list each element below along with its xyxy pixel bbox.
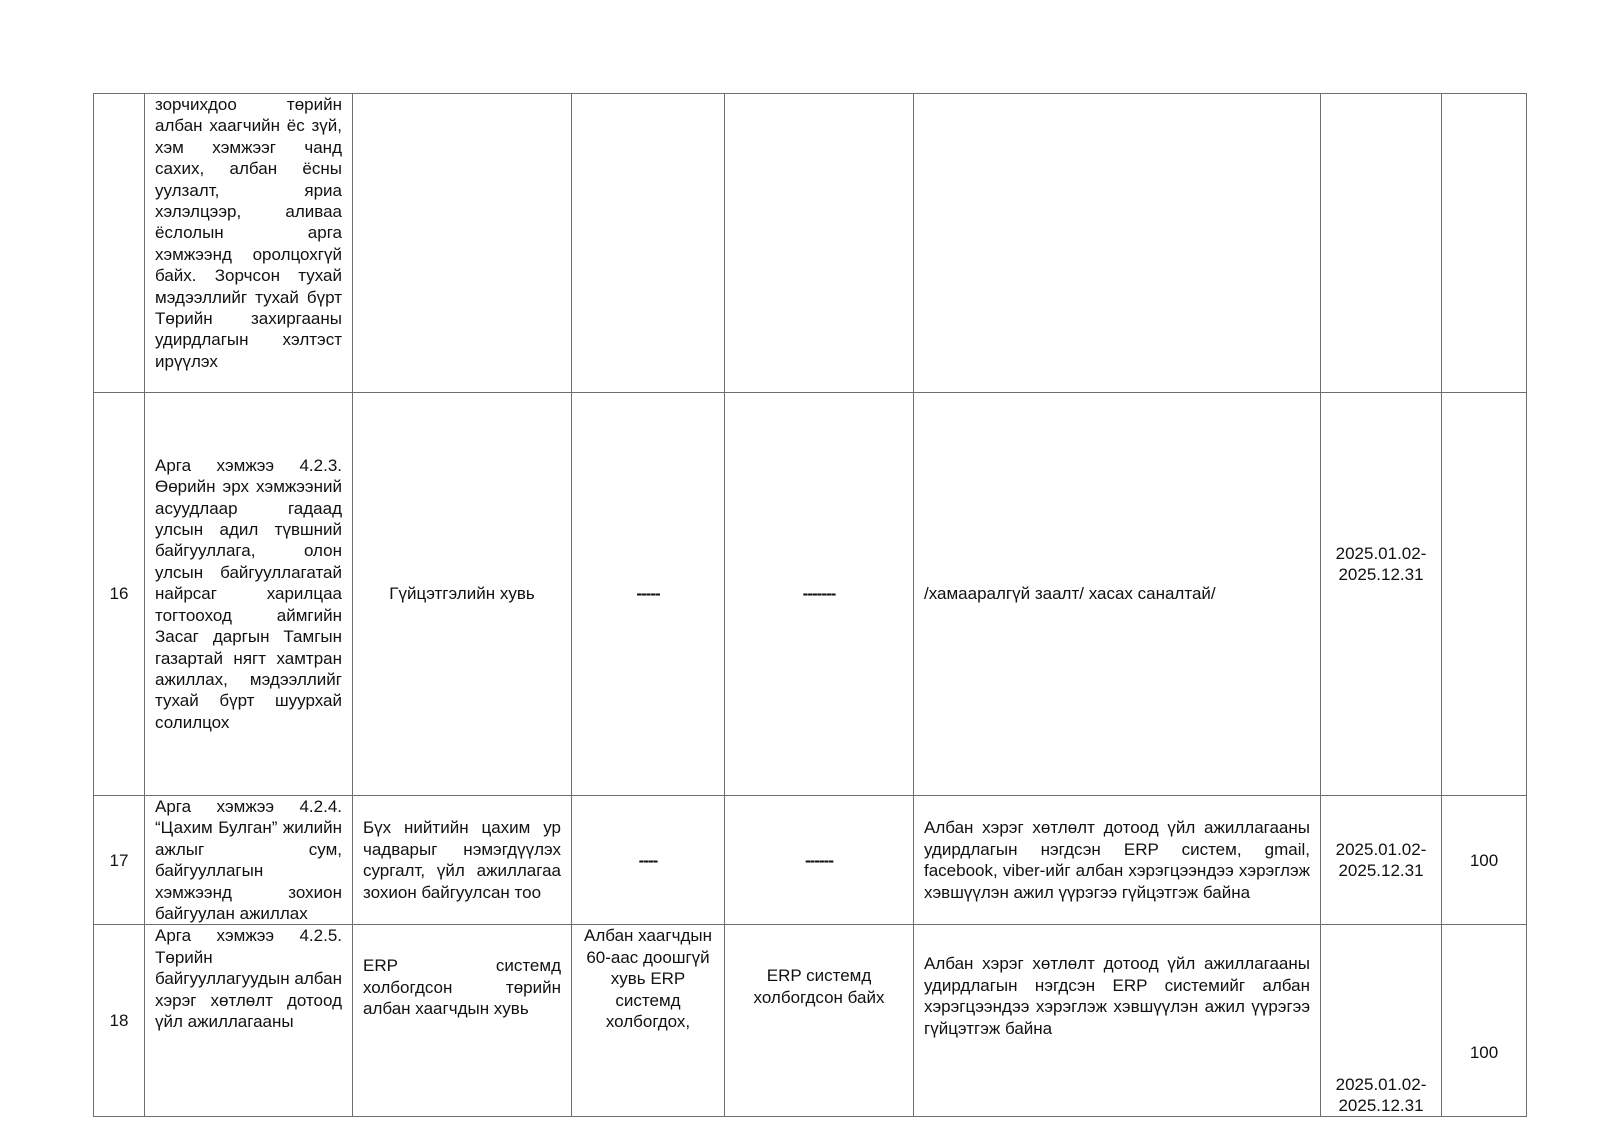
period-cell (1321, 94, 1442, 393)
baseline-cell (572, 94, 725, 393)
target-cell: ------- (725, 393, 914, 796)
baseline-cell: ----- (572, 393, 725, 796)
baseline-cell: ---- (572, 796, 725, 925)
period-cell: 2025.01.02- 2025.12.31 (1321, 393, 1442, 796)
activity-cell: Арга хэмжээ 4.2.4. “Цахим Булган” жилийн ажлыг сум, байгууллагын хэмжээнд зохион байгуулан ажиллах (145, 796, 353, 925)
period-cell: 2025.01.02- 2025.12.31 (1321, 796, 1442, 925)
target-cell: ERP системд холбогдсон байх (725, 925, 914, 1117)
progress-cell: Албан хэрэг хөтлөлт дотоод үйл ажиллагааны удирдлагын нэгдсэн ERP систем, gmail, facebook, viber-ийг албан хэрэгцээндээ хэрэглэж хэвшүүлэн ажил үүрэгээ гүйцэтгэж байна (914, 796, 1321, 925)
action-plan-table (93, 93, 1527, 1117)
target-cell: ------ (725, 796, 914, 925)
score-cell: 100 (1442, 925, 1527, 1117)
table-row (94, 925, 1527, 1117)
score-cell (1442, 393, 1527, 796)
activity-cell: Арга хэмжээ 4.2.3. Өөрийн эрх хэмжээний асуудлаар гадаад улсын адил түвшний байгууллага, олон улсын байгууллагатай найрсаг харилцаа тогтооход аймгийн Засаг даргын Тамгын газартай нягт хамтран ажиллах, мэдээллийг тухай бүрт шуурхай солилцох (145, 393, 353, 796)
row-number: 18 (94, 925, 145, 1117)
table-row (94, 796, 1527, 925)
progress-cell: /хамааралгүй заалт/ хасах саналтай/ (914, 393, 1321, 796)
score-cell: 100 (1442, 796, 1527, 925)
progress-cell (914, 94, 1321, 393)
row-number: 16 (94, 393, 145, 796)
activity-cell: зорчихдоо төрийн албан хаагчийн ёс зүй, хэм хэмжээг чанд сахих, албан ёсны уулзалт, яриа хэлэлцээр, аливаа ёслолын арга хэмжээнд оролцохгүй байх. Зорчсон тухай мэдээллийг тухай бүрт Төрийн захиргааны удирдлагын хэлтэст ирүүлэх (145, 94, 353, 393)
indicator-cell (353, 94, 572, 393)
row-number: 17 (94, 796, 145, 925)
period-cell: 2025.01.02- 2025.12.31 (1321, 925, 1442, 1117)
indicator-cell: Гүйцэтгэлийн хувь (353, 393, 572, 796)
row-number (94, 94, 145, 393)
progress-cell: Албан хэрэг хөтлөлт дотоод үйл ажиллагааны удирдлагын нэгдсэн ERP системийг албан хэрэгцээндээ хэрэглэж хэвшүүлэн ажил үүрэгээ гүйцэтгэж байна (914, 925, 1321, 1117)
activity-cell: Арга хэмжээ 4.2.5. Төрийн байгууллагуудын албан хэрэг хөтлөлт дотоод үйл ажиллагааны (145, 925, 353, 1117)
indicator-cell: Бүх нийтийн цахим ур чадварыг нэмэгдүүлэх сургалт, үйл ажиллагаа зохион байгуулсан тоо (353, 796, 572, 925)
table-row (94, 393, 1527, 796)
score-cell (1442, 94, 1527, 393)
target-cell (725, 94, 914, 393)
baseline-cell: Албан хаагчдын 60-аас доошгүй хувь ERP системд холбогдох, (572, 925, 725, 1117)
table-row (94, 94, 1527, 393)
indicator-cell: ERP системд холбогдсон төрийн албан хаагчдын хувь (353, 925, 572, 1117)
